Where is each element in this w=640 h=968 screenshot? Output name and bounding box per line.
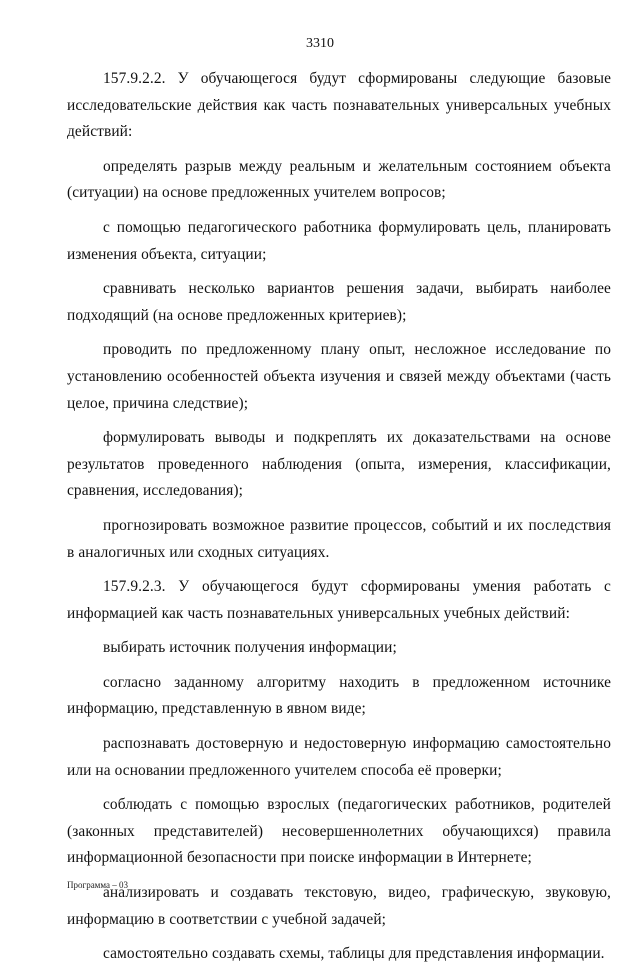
paragraph-157-9-2-2: 157.9.2.2. У обучающегося будут сформированы следующие базовые исследовательские действия как часть познавательных универсальных учебных действий: — [67, 70, 611, 141]
page-footer: Программа – 03 — [67, 880, 129, 890]
list-item: определять разрыв между реальным и желательным состоянием объекта (ситуации) на основе предложенных учителем вопросов; — [67, 157, 611, 202]
list-item: согласно заданному алгоритму находить в предложенном источнике информацию, представленную в явном виде; — [67, 673, 611, 718]
list-item: прогнозировать возможное развитие процессов, событий и их последствия в аналогичных или сходных ситуациях. — [67, 516, 611, 561]
list-item: сравнивать несколько вариантов решения задачи, выбирать наиболее подходящий (на основе предложенных критериев); — [67, 280, 611, 324]
list-item: выбирать источник получения информации; — [103, 639, 397, 657]
list-item: соблюдать с помощью взрослых (педагогических работников, родителей (законных представителей) несовершеннолетних обучающихся) правила информационной безопасности при поиске информации в Интернете; — [67, 796, 611, 867]
list-item: анализировать и создавать текстовую, видео, графическую, звуковую, информацию в соответствии с учебной задачей; — [67, 884, 611, 928]
list-item: формулировать выводы и подкреплять их доказательствами на основе результатов проведенного наблюдения (опыта, измерения, классификации, сравнения, исследования); — [67, 429, 611, 500]
document-body — [67, 66, 611, 968]
paragraph-157-9-2-3: 157.9.2.3. У обучающегося будут сформированы умения работать с информацией как часть познавательных универсальных учебных действий: — [67, 578, 611, 622]
list-item: с помощью педагогического работника формулировать цель, планировать изменения объекта, ситуации; — [67, 218, 611, 263]
list-item: распознавать достоверную и недостоверную информацию самостоятельно или на основании предложенного учителем способа её проверки; — [67, 735, 611, 779]
page-number: 3310 — [306, 36, 334, 51]
list-item: самостоятельно создавать схемы, таблицы для представления информации. — [103, 945, 605, 963]
list-item: проводить по предложенному плану опыт, несложное исследование по установлению особенностей объекта изучения и связей между объектами (часть целое, причина следствие); — [67, 341, 611, 412]
